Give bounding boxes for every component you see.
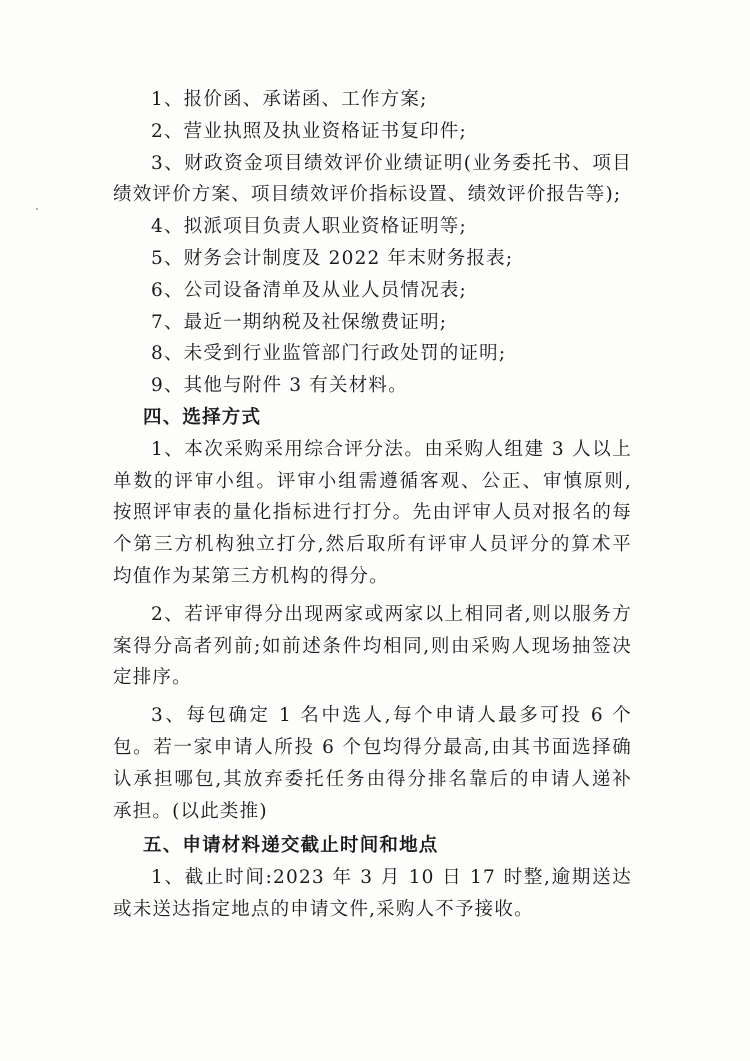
- section-heading-submission-deadline: 五、申请材料递交截止时间和地点: [143, 835, 439, 857]
- paragraph: 1、截止时间:2023 年 3 月 10 日 17 时整,逾期送达或未送达指定地点的申请文件,采购人不予接收。: [113, 867, 632, 920]
- paragraph: 3、每包确定 1 名中选人,每个申请人最多可投 6 个包。若一家申请人所投 6 个包均得分最高,由其书面选择确认承担哪包,其放弃委托任务由得分排名靠后的申请人递补承担。(以此类推): [113, 705, 632, 822]
- list-item: 7、最近一期纳税及社保缴费证明;: [151, 311, 448, 333]
- list-item: 3、财政资金项目绩效评价业绩证明(业务委托书、项目绩效评价方案、项目绩效评价指标设置、绩效评价报告等);: [113, 152, 632, 206]
- list-item: 4、拟派项目负责人职业资格证明等;: [151, 216, 467, 238]
- paragraph: 1、本次采购采用综合评分法。由采购人组建 3 人以上单数的评审小组。评审小组需遵循客观、公正、审慎原则,按照评审表的量化指标进行打分。先由评审人员对报名的每个第三方机构独立打分,然后取所有评审人员评分的算术平均值作为某第三方机构的得分。: [113, 438, 632, 587]
- list-item: 9、其他与附件 3 有关材料。: [151, 375, 408, 397]
- list-item: 5、财务会计制度及 2022 年末财务报表;: [151, 247, 514, 269]
- section-heading-selection-method: 四、选择方式: [143, 406, 262, 428]
- list-item: 2、营业执照及执业资格证书复印件;: [151, 120, 467, 142]
- list-item: 1、报价函、承诺函、工作方案;: [151, 89, 428, 110]
- paragraph: 2、若评审得分出现两家或两家以上相同者,则以服务方案得分高者列前;如前述条件均相同,则由采购人现场抽签决定排序。: [113, 603, 632, 689]
- scan-speck: [36, 208, 38, 210]
- list-item: 8、未受到行业监管部门行政处罚的证明;: [151, 343, 507, 365]
- list-item: 6、公司设备清单及从业人员情况表;: [151, 279, 467, 301]
